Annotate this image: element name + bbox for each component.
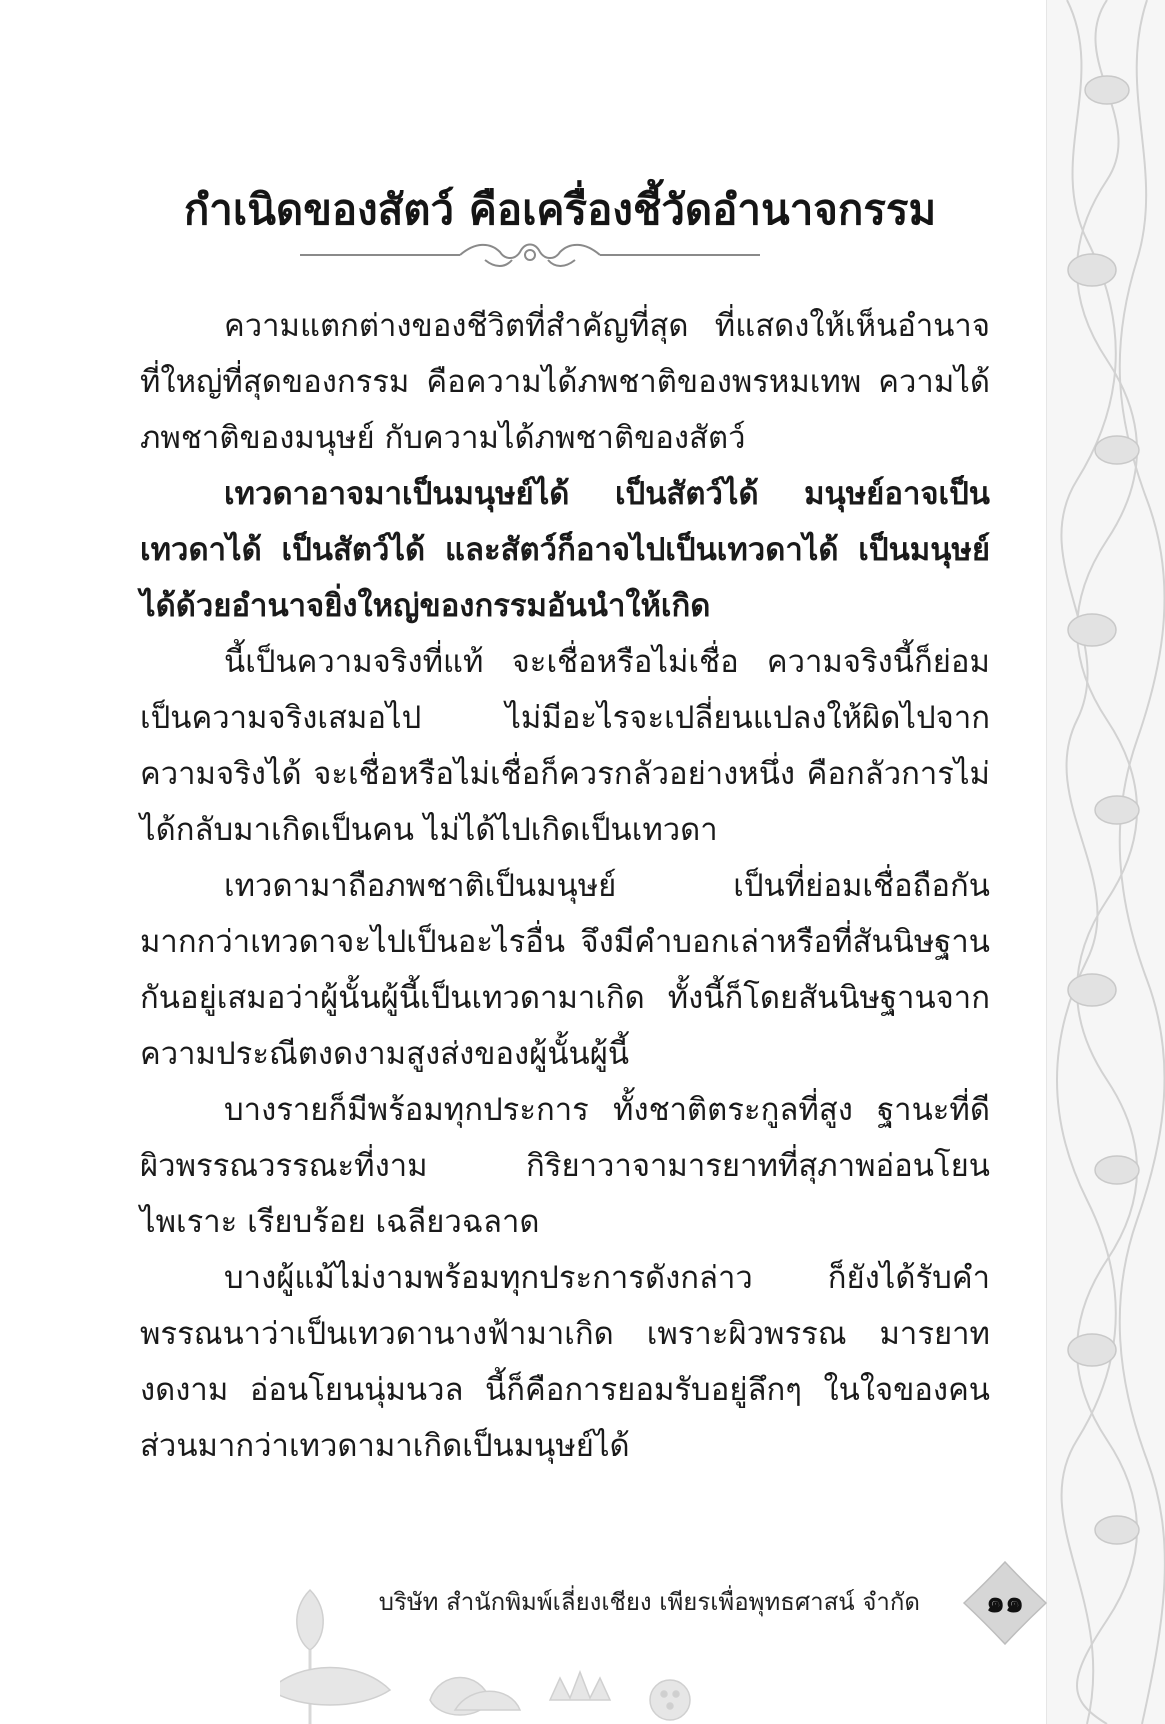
paragraph-bold: เทวดาอาจมาเป็นมนุษย์ได้ เป็นสัตว์ได้ มนุษย์อาจเป็นเทวดาได้ เป็นสัตว์ได้ และสัตว์ก็อาจไปเป็นเทวดาได้ เป็นมนุษย์ได้ด้วยอำนาจยิ่งใหญ่ของกรรมอันนำให้เกิด: [140, 476, 990, 624]
paragraph: บางผู้แม้ไม่งามพร้อมทุกประการดังกล่าว ก็ยังได้รับคำพรรณนาว่าเป็นเทวดานางฟ้ามาเกิด เพราะผิวพรรณ มารยาทงดงาม อ่อนโยนนุ่มนวล นี้ก็คือการยอมรับอยู่ลึกๆ ในใจของคนส่วนมากว่าเทวดามาเกิดเป็นมนุษย์ได้: [140, 1260, 990, 1464]
floral-border-decoration: [1046, 0, 1165, 1724]
title-flourish-icon: [300, 240, 760, 270]
paragraph: บางรายก็มีพร้อมทุกประการ ทั้งชาติตระกูลที่สูง ฐานะที่ดี ผิวพรรณวรรณะที่งาม กิริยาวาจามารยาทที่สุภาพอ่อนโยนไพเราะ เรียบร้อย เฉลียวฉลาด: [140, 1092, 990, 1240]
publisher-footer: บริษัท สำนักพิมพ์เลี่ยงเชียง เพียรเพื่อพุทธศาสน์ จำกัด: [378, 1588, 920, 1616]
floral-border-icon: [1047, 0, 1165, 1724]
page-title: กำเนิดของสัตว์ คือเครื่องชี้วัดอำนาจกรรม: [183, 185, 937, 234]
paragraph: นี้เป็นความจริงที่แท้ จะเชื่อหรือไม่เชื่อ ความจริงนี้ก็ย่อมเป็นความจริงเสมอไป ไม่มีอะไรจะเปลี่ยนแปลงให้ผิดไปจากความจริงได้ จะเชื่อหรือไม่เชื่อก็ควรกลัวอย่างหนึ่ง คือกลัวการไม่ได้กลับมาเกิดเป็นคน ไม่ได้ไปเกิดเป็นเทวดา: [140, 644, 990, 848]
body-text: [140, 298, 990, 1474]
paragraph: เทวดามาถือภพชาติเป็นมนุษย์ เป็นที่ย่อมเชื่อถือกันมากกว่าเทวดาจะไปเป็นอะไรอื่น จึงมีคำบอกเล่าหรือที่สันนิษฐานกันอยู่เสมอว่าผู้นั้นผู้นี้เป็นเทวดามาเกิด ทั้งนี้ก็โดยสันนิษฐานจากความประณีตงดงามสูงส่งของผู้นั้นผู้นี้: [140, 868, 990, 1072]
page-number-badge: [960, 1558, 1050, 1648]
page-number: ๑๑: [985, 1585, 1025, 1620]
paragraph: ความแตกต่างของชีวิตที่สำคัญที่สุด ที่แสดงให้เห็นอำนาจที่ใหญ่ที่สุดของกรรม คือความได้ภพชาติของพรหมเทพ ความได้ภพชาติของมนุษย์ กับความได้ภพชาติของสัตว์: [140, 308, 990, 456]
